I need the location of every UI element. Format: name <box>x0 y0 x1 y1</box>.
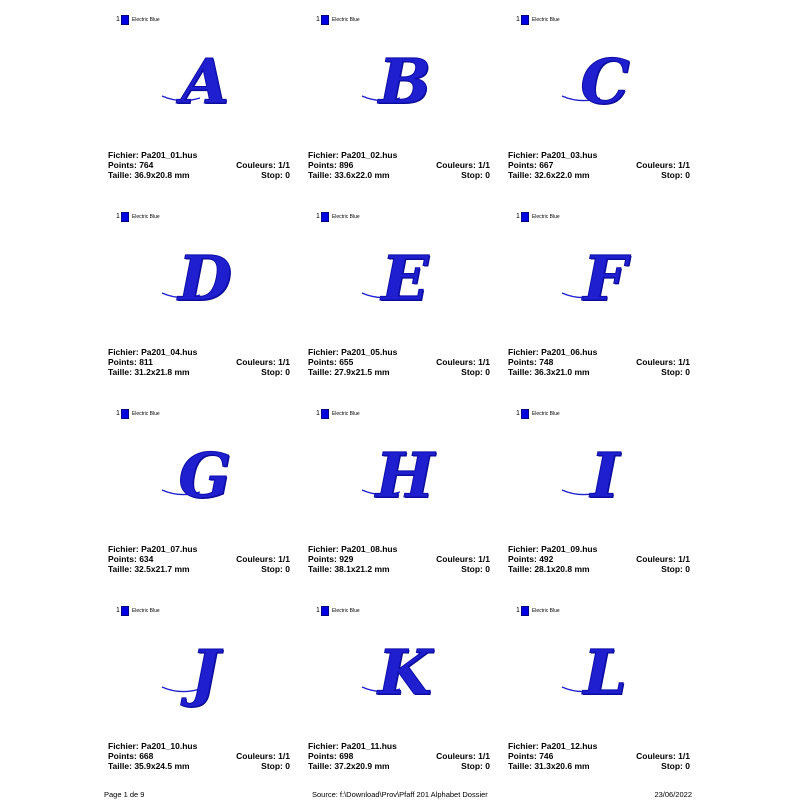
file-label: Fichier: <box>508 150 539 160</box>
points-row <box>108 554 153 564</box>
thread-number: 1 <box>316 16 320 23</box>
size-row <box>108 761 190 771</box>
size-row <box>308 367 390 377</box>
stop-label: Stop: <box>661 564 683 574</box>
thread-color-legend <box>116 408 160 420</box>
design-card <box>300 394 500 591</box>
points-row <box>308 357 353 367</box>
points-value: 698 <box>339 751 354 761</box>
thread-name: Electric Blue <box>531 17 560 23</box>
points-value: 634 <box>139 554 154 564</box>
thread-number: 1 <box>316 607 320 614</box>
embroidery-letter-preview: A <box>180 44 230 118</box>
stop-label: Stop: <box>461 170 483 180</box>
file-label: Fichier: <box>508 544 539 554</box>
points-row <box>308 554 353 564</box>
stop-row <box>661 761 690 771</box>
size-label: Taille: <box>308 367 332 377</box>
file-row <box>508 544 597 554</box>
color-swatch-icon <box>321 15 329 25</box>
size-label: Taille: <box>508 564 532 574</box>
stop-label: Stop: <box>261 761 283 771</box>
stop-row <box>261 761 290 771</box>
points-value: 746 <box>539 751 554 761</box>
embroidery-letter-preview: H <box>375 438 435 512</box>
embroidery-letter-preview: L <box>583 635 627 709</box>
stop-label: Stop: <box>461 367 483 377</box>
points-value: 655 <box>339 357 354 367</box>
thread-number: 1 <box>516 213 520 220</box>
design-info <box>308 544 490 574</box>
colors-row <box>636 751 690 761</box>
file-label: Fichier: <box>508 741 539 751</box>
size-value: 33.6x22.0 mm <box>334 170 390 180</box>
colors-label: Couleurs: <box>236 357 276 367</box>
thread-name: Electric Blue <box>331 411 360 417</box>
points-label: Points: <box>508 751 537 761</box>
size-value: 31.3x20.6 mm <box>534 761 590 771</box>
colors-row <box>236 751 290 761</box>
size-value: 37.2x20.9 mm <box>334 761 390 771</box>
points-label: Points: <box>108 554 137 564</box>
points-row <box>508 357 553 367</box>
colors-value: 1/1 <box>478 751 490 761</box>
points-value: 764 <box>139 160 154 170</box>
thread-name: Electric Blue <box>131 608 160 614</box>
points-label: Points: <box>508 554 537 564</box>
colors-value: 1/1 <box>278 160 290 170</box>
size-value: 32.6x22.0 mm <box>534 170 590 180</box>
stop-row <box>461 761 490 771</box>
page-number: Page 1 de 9 <box>104 790 145 799</box>
thread-number: 1 <box>316 213 320 220</box>
design-card <box>100 0 300 197</box>
stop-row <box>461 564 490 574</box>
size-value: 38.1x21.2 mm <box>334 564 390 574</box>
thread-number: 1 <box>116 213 120 220</box>
file-row <box>108 150 197 160</box>
size-label: Taille: <box>308 170 332 180</box>
thread-number: 1 <box>316 410 320 417</box>
points-row <box>108 160 153 170</box>
file-name: Pa201_11.hus <box>341 741 397 751</box>
colors-label: Couleurs: <box>236 160 276 170</box>
stop-label: Stop: <box>261 170 283 180</box>
size-label: Taille: <box>108 367 132 377</box>
embroidery-letter-preview: J <box>190 635 220 709</box>
file-row <box>308 150 397 160</box>
design-card <box>300 591 500 788</box>
stop-value: 0 <box>285 170 290 180</box>
colors-label: Couleurs: <box>436 160 476 170</box>
file-name: Pa201_06.hus <box>541 347 598 357</box>
points-label: Points: <box>108 160 137 170</box>
stop-row <box>661 564 690 574</box>
points-value: 668 <box>139 751 154 761</box>
color-swatch-icon <box>321 212 329 222</box>
stop-value: 0 <box>285 367 290 377</box>
points-label: Points: <box>308 357 337 367</box>
colors-row <box>436 751 490 761</box>
stop-value: 0 <box>685 564 690 574</box>
size-row <box>108 367 190 377</box>
color-swatch-icon <box>321 606 329 616</box>
stop-row <box>461 170 490 180</box>
colors-row <box>436 160 490 170</box>
size-row <box>308 761 390 771</box>
size-value: 36.3x21.0 mm <box>534 367 590 377</box>
file-label: Fichier: <box>108 544 139 554</box>
size-row <box>508 761 590 771</box>
embroidery-letter-preview: I <box>590 438 620 512</box>
design-info <box>308 150 490 180</box>
color-swatch-icon <box>121 15 129 25</box>
file-row <box>508 741 597 751</box>
colors-value: 1/1 <box>278 357 290 367</box>
points-row <box>108 357 153 367</box>
page-footer <box>0 789 800 800</box>
size-row <box>308 170 390 180</box>
file-row <box>108 741 197 751</box>
points-value: 929 <box>339 554 354 564</box>
file-label: Fichier: <box>308 544 339 554</box>
file-row <box>508 347 597 357</box>
design-card <box>500 197 700 394</box>
file-name: Pa201_07.hus <box>141 544 198 554</box>
thread-color-legend <box>116 605 160 617</box>
points-row <box>108 751 153 761</box>
colors-value: 1/1 <box>678 751 690 761</box>
thread-color-legend <box>316 408 360 420</box>
thread-color-legend <box>316 14 360 26</box>
file-name: Pa201_04.hus <box>141 347 198 357</box>
design-info <box>508 544 690 574</box>
size-row <box>508 367 590 377</box>
embroidery-letter-preview: G <box>178 438 232 512</box>
stop-label: Stop: <box>461 564 483 574</box>
size-label: Taille: <box>508 367 532 377</box>
stop-label: Stop: <box>661 170 683 180</box>
points-label: Points: <box>308 554 337 564</box>
stop-row <box>661 367 690 377</box>
design-info <box>108 150 290 180</box>
file-name: Pa201_05.hus <box>341 347 398 357</box>
embroidery-letter-preview: B <box>378 44 432 118</box>
file-name: Pa201_10.hus <box>141 741 198 751</box>
colors-row <box>236 160 290 170</box>
points-row <box>508 751 553 761</box>
thread-color-legend <box>516 14 560 26</box>
stop-row <box>661 170 690 180</box>
colors-label: Couleurs: <box>636 554 676 564</box>
thread-name: Electric Blue <box>331 214 360 220</box>
stop-row <box>461 367 490 377</box>
design-info <box>108 544 290 574</box>
print-date: 23/06/2022 <box>654 790 692 799</box>
stop-value: 0 <box>285 761 290 771</box>
stop-label: Stop: <box>261 367 283 377</box>
design-card <box>100 591 300 788</box>
stop-value: 0 <box>685 367 690 377</box>
colors-row <box>436 554 490 564</box>
size-value: 27.9x21.5 mm <box>334 367 390 377</box>
file-row <box>108 544 197 554</box>
color-swatch-icon <box>521 212 529 222</box>
size-row <box>108 564 190 574</box>
file-row <box>308 741 397 751</box>
points-label: Points: <box>308 160 337 170</box>
embroidery-letter-preview: E <box>381 241 429 315</box>
points-row <box>308 751 353 761</box>
stop-label: Stop: <box>461 761 483 771</box>
thread-color-legend <box>516 605 560 617</box>
size-row <box>308 564 390 574</box>
points-value: 811 <box>139 357 153 367</box>
design-card <box>300 197 500 394</box>
thread-name: Electric Blue <box>131 17 160 23</box>
thread-name: Electric Blue <box>531 608 560 614</box>
file-row <box>308 544 397 554</box>
size-label: Taille: <box>508 761 532 771</box>
thread-name: Electric Blue <box>131 411 160 417</box>
thread-name: Electric Blue <box>331 17 360 23</box>
design-info <box>308 347 490 377</box>
colors-row <box>636 554 690 564</box>
colors-row <box>236 554 290 564</box>
colors-value: 1/1 <box>478 160 490 170</box>
size-value: 32.5x21.7 mm <box>134 564 190 574</box>
color-swatch-icon <box>521 409 529 419</box>
colors-label: Couleurs: <box>236 554 276 564</box>
thread-color-legend <box>316 605 360 617</box>
file-label: Fichier: <box>108 741 139 751</box>
design-info <box>108 347 290 377</box>
points-label: Points: <box>108 357 137 367</box>
points-label: Points: <box>308 751 337 761</box>
stop-label: Stop: <box>661 761 683 771</box>
size-label: Taille: <box>108 761 132 771</box>
embroidery-letter-preview: D <box>178 241 232 315</box>
points-label: Points: <box>508 357 537 367</box>
design-info <box>308 741 490 771</box>
color-swatch-icon <box>521 15 529 25</box>
colors-label: Couleurs: <box>636 357 676 367</box>
design-info <box>108 741 290 771</box>
stop-label: Stop: <box>661 367 683 377</box>
colors-label: Couleurs: <box>436 357 476 367</box>
points-label: Points: <box>108 751 137 761</box>
colors-value: 1/1 <box>678 160 690 170</box>
points-value: 896 <box>339 160 354 170</box>
size-label: Taille: <box>308 761 332 771</box>
design-card <box>300 0 500 197</box>
size-label: Taille: <box>308 564 332 574</box>
size-value: 35.9x24.5 mm <box>134 761 190 771</box>
stop-value: 0 <box>285 564 290 574</box>
thread-name: Electric Blue <box>531 411 560 417</box>
colors-value: 1/1 <box>278 554 290 564</box>
color-swatch-icon <box>121 409 129 419</box>
design-card <box>100 197 300 394</box>
file-label: Fichier: <box>108 347 139 357</box>
points-row <box>508 160 553 170</box>
embroidery-letter-preview: F <box>582 241 628 315</box>
file-row <box>108 347 197 357</box>
design-grid <box>100 0 700 790</box>
stop-value: 0 <box>485 564 490 574</box>
thread-color-legend <box>516 408 560 420</box>
points-value: 492 <box>539 554 554 564</box>
color-swatch-icon <box>121 606 129 616</box>
size-label: Taille: <box>508 170 532 180</box>
thread-number: 1 <box>516 607 520 614</box>
colors-value: 1/1 <box>678 357 690 367</box>
design-card <box>100 394 300 591</box>
design-card <box>500 591 700 788</box>
size-value: 36.9x20.8 mm <box>134 170 190 180</box>
colors-row <box>236 357 290 367</box>
file-row <box>308 347 397 357</box>
stop-value: 0 <box>685 761 690 771</box>
points-row <box>508 554 553 564</box>
thread-number: 1 <box>516 16 520 23</box>
thread-color-legend <box>316 211 360 223</box>
colors-row <box>636 160 690 170</box>
file-name: Pa201_02.hus <box>341 150 398 160</box>
colors-value: 1/1 <box>678 554 690 564</box>
size-value: 31.2x21.8 mm <box>134 367 190 377</box>
thread-name: Electric Blue <box>131 214 160 220</box>
thread-number: 1 <box>116 410 120 417</box>
stop-value: 0 <box>485 367 490 377</box>
file-label: Fichier: <box>108 150 139 160</box>
stop-label: Stop: <box>261 564 283 574</box>
colors-row <box>636 357 690 367</box>
points-value: 667 <box>539 160 554 170</box>
thread-number: 1 <box>116 16 120 23</box>
file-name: Pa201_09.hus <box>541 544 598 554</box>
file-label: Fichier: <box>308 150 339 160</box>
stop-row <box>261 170 290 180</box>
design-info <box>508 347 690 377</box>
points-value: 748 <box>539 357 554 367</box>
file-row <box>508 150 597 160</box>
thread-name: Electric Blue <box>331 608 360 614</box>
file-label: Fichier: <box>308 347 339 357</box>
embroidery-letter-preview: K <box>378 635 432 709</box>
size-row <box>508 564 590 574</box>
file-name: Pa201_12.hus <box>541 741 598 751</box>
file-label: Fichier: <box>508 347 539 357</box>
file-name: Pa201_08.hus <box>341 544 398 554</box>
embroidery-letter-preview: C <box>580 44 630 118</box>
points-row <box>308 160 353 170</box>
size-row <box>108 170 190 180</box>
file-label: Fichier: <box>308 741 339 751</box>
stop-value: 0 <box>685 170 690 180</box>
thread-number: 1 <box>516 410 520 417</box>
design-info <box>508 741 690 771</box>
thread-number: 1 <box>116 607 120 614</box>
colors-value: 1/1 <box>478 554 490 564</box>
size-row <box>508 170 590 180</box>
thread-name: Electric Blue <box>531 214 560 220</box>
colors-label: Couleurs: <box>636 160 676 170</box>
points-label: Points: <box>508 160 537 170</box>
colors-row <box>436 357 490 367</box>
stop-value: 0 <box>485 170 490 180</box>
stop-row <box>261 367 290 377</box>
color-swatch-icon <box>521 606 529 616</box>
design-card <box>500 394 700 591</box>
color-swatch-icon <box>121 212 129 222</box>
stop-row <box>261 564 290 574</box>
color-swatch-icon <box>321 409 329 419</box>
colors-value: 1/1 <box>278 751 290 761</box>
stop-value: 0 <box>485 761 490 771</box>
source-path: Source: f:\Download\Prov\Pfaff 201 Alphabet Dossier <box>312 790 488 799</box>
colors-value: 1/1 <box>478 357 490 367</box>
design-card <box>500 0 700 197</box>
colors-label: Couleurs: <box>436 554 476 564</box>
thread-color-legend <box>516 211 560 223</box>
colors-label: Couleurs: <box>636 751 676 761</box>
size-value: 28.1x20.8 mm <box>534 564 590 574</box>
design-info <box>508 150 690 180</box>
size-label: Taille: <box>108 170 132 180</box>
file-name: Pa201_01.hus <box>141 150 198 160</box>
thread-color-legend <box>116 14 160 26</box>
colors-label: Couleurs: <box>236 751 276 761</box>
colors-label: Couleurs: <box>436 751 476 761</box>
size-label: Taille: <box>108 564 132 574</box>
thread-color-legend <box>116 211 160 223</box>
file-name: Pa201_03.hus <box>541 150 598 160</box>
